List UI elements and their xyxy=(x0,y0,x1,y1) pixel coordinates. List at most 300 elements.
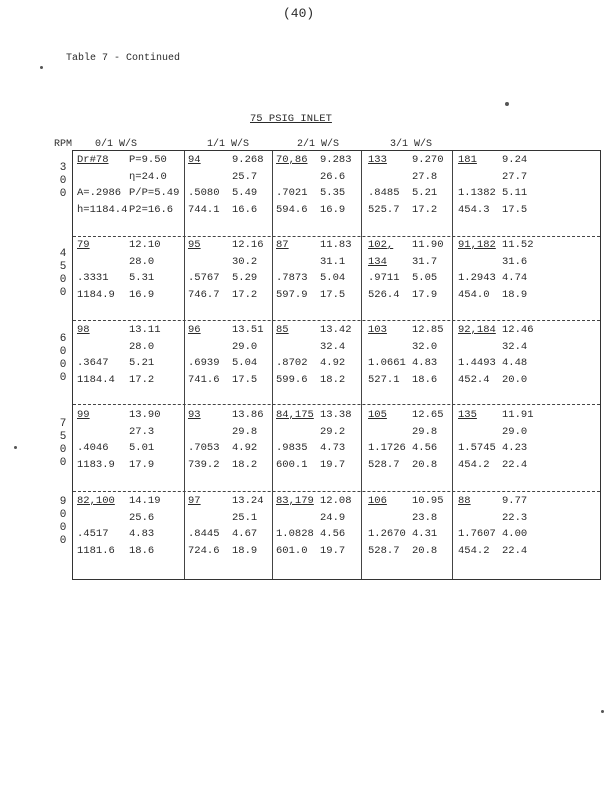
run-number: 84,175 xyxy=(276,409,314,421)
cell-line xyxy=(368,510,444,527)
rpm-digit: 6 xyxy=(59,333,67,345)
cell-line xyxy=(458,372,534,389)
table-cell xyxy=(458,152,527,218)
rpm-digit: 4 xyxy=(59,248,67,260)
cell-line xyxy=(276,254,352,271)
cell-value: 12.16 xyxy=(232,239,264,251)
table-cell xyxy=(368,407,444,473)
cell-value: 32.4 xyxy=(502,340,528,353)
cell-value: .8485 xyxy=(368,187,400,199)
table-cell xyxy=(188,152,264,218)
run-number: 106 xyxy=(368,495,387,507)
cell-line xyxy=(458,493,527,510)
cell-line xyxy=(276,339,352,356)
cell-line xyxy=(276,510,352,527)
rpm-digit: 9 xyxy=(59,496,67,508)
cell-line xyxy=(276,424,352,441)
run-number: 98 xyxy=(77,324,90,336)
cell-value: 724.6 xyxy=(188,544,220,557)
cell-value: 10.95 xyxy=(412,495,444,507)
rpm-digit: 7 xyxy=(59,418,67,430)
scan-speck xyxy=(601,710,604,713)
cell-value: 12.46 xyxy=(502,324,534,336)
cell-value: 29.8 xyxy=(232,425,258,438)
rpm-digit: 0 xyxy=(59,346,67,358)
cell-line xyxy=(188,202,264,219)
cell-line xyxy=(368,372,444,389)
cell-line xyxy=(188,372,264,389)
cell-line xyxy=(188,543,264,560)
cell-value: 32.0 xyxy=(412,340,438,353)
rpm-digit: 0 xyxy=(59,287,67,299)
cell-value: 11.90 xyxy=(412,239,444,251)
table-cell xyxy=(368,237,444,303)
cell-value: 454.0 xyxy=(458,288,490,301)
run-number: 133 xyxy=(368,154,387,166)
cell-line xyxy=(188,493,264,510)
cell-value: 19.7 xyxy=(320,544,346,557)
cell-value: 25.7 xyxy=(232,170,258,183)
cell-value: 452.4 xyxy=(458,373,490,386)
cell-value: 18.6 xyxy=(129,544,155,557)
cell-value: 31.1 xyxy=(320,255,346,268)
rpm-digit: 0 xyxy=(59,509,67,521)
cell-value: 4.56 xyxy=(320,528,346,540)
run-number: 103 xyxy=(368,324,387,336)
rpm-digit: 0 xyxy=(59,359,67,371)
run-number: 70,86 xyxy=(276,154,308,166)
cell-value: 27.8 xyxy=(412,170,438,183)
cell-line xyxy=(77,287,161,304)
table-cell xyxy=(77,237,161,303)
cell-line xyxy=(276,322,352,339)
run-number: 135 xyxy=(458,409,477,421)
cell-value: 26.6 xyxy=(320,170,346,183)
cell-line xyxy=(458,237,534,254)
cell-line xyxy=(77,543,161,560)
cell-line xyxy=(368,424,444,441)
row-divider xyxy=(73,320,600,321)
cell-value: 31.6 xyxy=(502,255,528,268)
cell-value: P2=16.6 xyxy=(129,203,174,216)
column-divider xyxy=(184,151,185,579)
cell-line xyxy=(188,185,264,202)
cell-value: 13.11 xyxy=(129,324,161,336)
cell-line xyxy=(276,493,352,510)
cell-value: 17.5 xyxy=(320,288,346,301)
column-header-3-1: 3/1 W/S xyxy=(390,139,433,150)
scan-speck xyxy=(505,102,509,106)
cell-value: 599.6 xyxy=(276,373,308,386)
cell-value: 4.92 xyxy=(232,442,258,454)
table-caption: Table 7 - Continued xyxy=(66,53,181,64)
rpm-column-header: RPM xyxy=(54,139,73,150)
cell-value: 1.0661 xyxy=(368,357,406,369)
cell-value: 600.1 xyxy=(276,458,308,471)
cell-line xyxy=(368,407,444,424)
cell-value: 1.1726 xyxy=(368,442,406,454)
cell-value: 9.283 xyxy=(320,154,352,166)
rpm-digit: 0 xyxy=(59,457,67,469)
scan-speck xyxy=(40,66,43,69)
cell-line xyxy=(458,152,527,169)
cell-value: 20.8 xyxy=(412,458,438,471)
cell-value: 746.7 xyxy=(188,288,220,301)
cell-line xyxy=(458,355,534,372)
scan-speck xyxy=(14,446,17,449)
cell-line xyxy=(276,287,352,304)
cell-value: 17.5 xyxy=(232,373,258,386)
cell-value: 4.23 xyxy=(502,442,528,454)
run-number: 88 xyxy=(458,495,471,507)
cell-value: 17.9 xyxy=(129,458,155,471)
table-cell xyxy=(77,322,161,388)
cell-value: 13.42 xyxy=(320,324,352,336)
cell-line xyxy=(77,526,161,543)
cell-value: η=24.0 xyxy=(129,170,167,183)
cell-line xyxy=(188,407,264,424)
cell-line xyxy=(276,152,352,169)
cell-value: A=.2986 xyxy=(77,187,122,199)
cell-value: 20.8 xyxy=(412,544,438,557)
run-number: 82,100 xyxy=(77,495,115,507)
rpm-digit: 0 xyxy=(59,522,67,534)
cell-line xyxy=(458,185,527,202)
cell-value: 4.83 xyxy=(412,357,438,369)
cell-line xyxy=(188,339,264,356)
cell-line xyxy=(77,254,161,271)
cell-line xyxy=(458,254,534,271)
column-header-1-1: 1/1 W/S xyxy=(207,139,250,150)
cell-value: 594.6 xyxy=(276,203,308,216)
cell-line xyxy=(458,407,534,424)
cell-value: 27.7 xyxy=(502,170,528,183)
cell-value: 18.2 xyxy=(232,458,258,471)
cell-value: 1.2943 xyxy=(458,272,496,284)
rpm-value xyxy=(58,162,68,201)
cell-line xyxy=(368,169,444,186)
cell-value: 20.0 xyxy=(502,373,528,386)
cell-value: 1.2670 xyxy=(368,528,406,540)
cell-value: 17.9 xyxy=(412,288,438,301)
cell-line xyxy=(458,169,527,186)
cell-line xyxy=(276,270,352,287)
cell-value: 1181.6 xyxy=(77,544,115,557)
cell-line xyxy=(276,372,352,389)
rpm-digit: 0 xyxy=(59,372,67,384)
cell-value: 22.3 xyxy=(502,511,528,524)
cell-value: 13.38 xyxy=(320,409,352,421)
row-divider xyxy=(73,404,600,405)
cell-value: 528.7 xyxy=(368,544,400,557)
cell-line xyxy=(77,169,179,186)
run-number: 87 xyxy=(276,239,289,251)
cell-line xyxy=(276,237,352,254)
cell-value: .9835 xyxy=(276,442,308,454)
cell-line xyxy=(188,424,264,441)
cell-line xyxy=(188,169,264,186)
run-number: 99 xyxy=(77,409,90,421)
cell-value: 12.08 xyxy=(320,495,352,507)
cell-value: 454.2 xyxy=(458,544,490,557)
run-number: 105 xyxy=(368,409,387,421)
cell-line xyxy=(368,202,444,219)
cell-line xyxy=(368,287,444,304)
cell-value: .5767 xyxy=(188,272,220,284)
cell-value: 1183.9 xyxy=(77,458,115,471)
cell-line xyxy=(368,493,444,510)
cell-value: 9.77 xyxy=(502,495,528,507)
table-cell xyxy=(188,237,264,303)
run-number: 181 xyxy=(458,154,477,166)
rpm-digit: 0 xyxy=(59,274,67,286)
run-number: 102, xyxy=(368,239,394,251)
cell-line xyxy=(276,169,352,186)
cell-value: 597.9 xyxy=(276,288,308,301)
cell-value: 16.9 xyxy=(320,203,346,216)
cell-value: .6939 xyxy=(188,357,220,369)
table-cell xyxy=(458,493,527,559)
table-cell xyxy=(188,322,264,388)
cell-value: .5080 xyxy=(188,187,220,199)
table-cell xyxy=(368,322,444,388)
cell-line xyxy=(188,152,264,169)
cell-line xyxy=(188,270,264,287)
rpm-digit: 0 xyxy=(59,535,67,547)
cell-value: 17.5 xyxy=(502,203,528,216)
cell-line xyxy=(458,339,534,356)
cell-value: 744.1 xyxy=(188,203,220,216)
cell-value: 17.2 xyxy=(232,288,258,301)
cell-value: 18.2 xyxy=(320,373,346,386)
cell-value: 1184.9 xyxy=(77,288,115,301)
cell-value: 5.04 xyxy=(320,272,346,284)
column-divider xyxy=(272,151,273,579)
cell-line xyxy=(77,424,161,441)
cell-value: 12.65 xyxy=(412,409,444,421)
cell-value: 4.00 xyxy=(502,528,528,540)
cell-value: 1.1382 xyxy=(458,187,496,199)
table-cell xyxy=(276,407,352,473)
cell-line xyxy=(368,152,444,169)
cell-line xyxy=(368,526,444,543)
table-cell xyxy=(276,322,352,388)
row-divider xyxy=(73,491,600,492)
rpm-value xyxy=(58,418,68,470)
cell-line xyxy=(368,322,444,339)
cell-value: 741.6 xyxy=(188,373,220,386)
cell-line xyxy=(77,510,161,527)
cell-value: 30.2 xyxy=(232,255,258,268)
cell-value: h=1184.4 xyxy=(77,203,128,216)
run-number: 83,179 xyxy=(276,495,314,507)
cell-line xyxy=(458,543,527,560)
rpm-digit: 0 xyxy=(59,444,67,456)
column-header-0-1: 0/1 W/S xyxy=(95,139,138,150)
cell-value: 11.83 xyxy=(320,239,352,251)
run-number: 134 xyxy=(368,255,387,268)
cell-value: 1184.4 xyxy=(77,373,115,386)
run-number: 91,182 xyxy=(458,239,496,251)
cell-line xyxy=(458,526,527,543)
cell-value: .3647 xyxy=(77,357,109,369)
cell-line xyxy=(276,526,352,543)
cell-value: .7021 xyxy=(276,187,308,199)
cell-value: 25.6 xyxy=(129,511,155,524)
cell-value: 528.7 xyxy=(368,458,400,471)
table-cell xyxy=(188,407,264,473)
cell-line xyxy=(368,339,444,356)
cell-value: 11.52 xyxy=(502,239,534,251)
table-cell xyxy=(368,152,444,218)
run-number: 95 xyxy=(188,239,201,251)
cell-value: P=9.50 xyxy=(129,154,167,166)
run-number: 85 xyxy=(276,324,289,336)
cell-line xyxy=(368,237,444,254)
cell-value: 29.8 xyxy=(412,425,438,438)
cell-line xyxy=(458,202,527,219)
cell-line xyxy=(77,457,161,474)
cell-line xyxy=(77,440,161,457)
cell-line xyxy=(77,237,161,254)
rpm-digit: 5 xyxy=(59,431,67,443)
cell-line xyxy=(77,185,179,202)
cell-line xyxy=(77,407,161,424)
run-number: Dr#78 xyxy=(77,154,109,166)
cell-value: 9.24 xyxy=(502,154,528,166)
cell-value: 454.3 xyxy=(458,203,490,216)
cell-line xyxy=(188,237,264,254)
run-number: 93 xyxy=(188,409,201,421)
cell-line xyxy=(77,372,161,389)
cell-value: 29.0 xyxy=(502,425,528,438)
cell-value: 24.9 xyxy=(320,511,346,524)
cell-value: 5.49 xyxy=(232,187,258,199)
cell-value: 4.73 xyxy=(320,442,346,454)
cell-value: 5.01 xyxy=(129,442,155,454)
cell-value: .4517 xyxy=(77,528,109,540)
cell-value: 13.51 xyxy=(232,324,264,336)
cell-value: 9.270 xyxy=(412,154,444,166)
table-cell xyxy=(77,493,161,559)
cell-value: 5.31 xyxy=(129,272,155,284)
run-number: 96 xyxy=(188,324,201,336)
rpm-value xyxy=(58,248,68,300)
cell-value: 526.4 xyxy=(368,288,400,301)
cell-line xyxy=(77,493,161,510)
cell-line xyxy=(77,322,161,339)
cell-line xyxy=(77,355,161,372)
cell-value: 9.268 xyxy=(232,154,264,166)
cell-value: .8702 xyxy=(276,357,308,369)
cell-value: .8445 xyxy=(188,528,220,540)
cell-value: 29.0 xyxy=(232,340,258,353)
page-number: (40) xyxy=(283,6,315,21)
cell-line xyxy=(77,202,179,219)
column-divider xyxy=(361,151,362,579)
column-header-2-1: 2/1 W/S xyxy=(297,139,340,150)
cell-value: 13.86 xyxy=(232,409,264,421)
cell-value: 13.24 xyxy=(232,495,264,507)
table-cell xyxy=(368,493,444,559)
cell-value: .9711 xyxy=(368,272,400,284)
cell-value: 11.91 xyxy=(502,409,534,421)
cell-line xyxy=(458,510,527,527)
cell-line xyxy=(276,407,352,424)
cell-value: .7053 xyxy=(188,442,220,454)
cell-value: .4046 xyxy=(77,442,109,454)
cell-value: 4.74 xyxy=(502,272,528,284)
cell-value: 17.2 xyxy=(412,203,438,216)
cell-value: 5.21 xyxy=(129,357,155,369)
cell-line xyxy=(276,355,352,372)
cell-value: 31.7 xyxy=(412,255,438,268)
cell-line xyxy=(276,185,352,202)
cell-value: .7873 xyxy=(276,272,308,284)
run-number: 97 xyxy=(188,495,201,507)
cell-line xyxy=(458,270,534,287)
table-cell xyxy=(458,322,534,388)
rpm-digit: 0 xyxy=(59,188,67,200)
cell-value: 5.29 xyxy=(232,272,258,284)
cell-value: 1.4493 xyxy=(458,357,496,369)
cell-value: 5.35 xyxy=(320,187,346,199)
table-cell xyxy=(188,493,264,559)
cell-value: 28.0 xyxy=(129,340,155,353)
cell-value: 1.7607 xyxy=(458,528,496,540)
cell-value: P/P=5.49 xyxy=(129,187,180,199)
cell-value: 525.7 xyxy=(368,203,400,216)
cell-line xyxy=(188,510,264,527)
cell-line xyxy=(188,322,264,339)
cell-line xyxy=(458,424,534,441)
cell-line xyxy=(458,287,534,304)
cell-line xyxy=(276,457,352,474)
cell-value: 29.2 xyxy=(320,425,346,438)
cell-value: 25.1 xyxy=(232,511,258,524)
rpm-digit: 0 xyxy=(59,175,67,187)
cell-value: 19.7 xyxy=(320,458,346,471)
cell-line xyxy=(458,322,534,339)
cell-line xyxy=(458,457,534,474)
cell-line xyxy=(77,152,179,169)
cell-line xyxy=(368,543,444,560)
cell-value: 22.4 xyxy=(502,544,528,557)
cell-value: 4.56 xyxy=(412,442,438,454)
cell-value: 17.2 xyxy=(129,373,155,386)
cell-value: 13.90 xyxy=(129,409,161,421)
cell-value: 5.21 xyxy=(412,187,438,199)
rpm-digit: 5 xyxy=(59,261,67,273)
cell-line xyxy=(77,270,161,287)
rpm-value xyxy=(58,496,68,548)
table-cell xyxy=(458,407,534,473)
cell-value: 1.0828 xyxy=(276,528,314,540)
cell-value: 16.9 xyxy=(129,288,155,301)
cell-value: 22.4 xyxy=(502,458,528,471)
table-cell xyxy=(276,237,352,303)
cell-value: 5.04 xyxy=(232,357,258,369)
cell-value: 23.8 xyxy=(412,511,438,524)
cell-value: 4.83 xyxy=(129,528,155,540)
rpm-value xyxy=(58,333,68,385)
cell-value: 5.11 xyxy=(502,187,528,199)
cell-value: 454.2 xyxy=(458,458,490,471)
cell-value: .3331 xyxy=(77,272,109,284)
cell-value: 27.3 xyxy=(129,425,155,438)
cell-line xyxy=(276,543,352,560)
cell-value: 739.2 xyxy=(188,458,220,471)
